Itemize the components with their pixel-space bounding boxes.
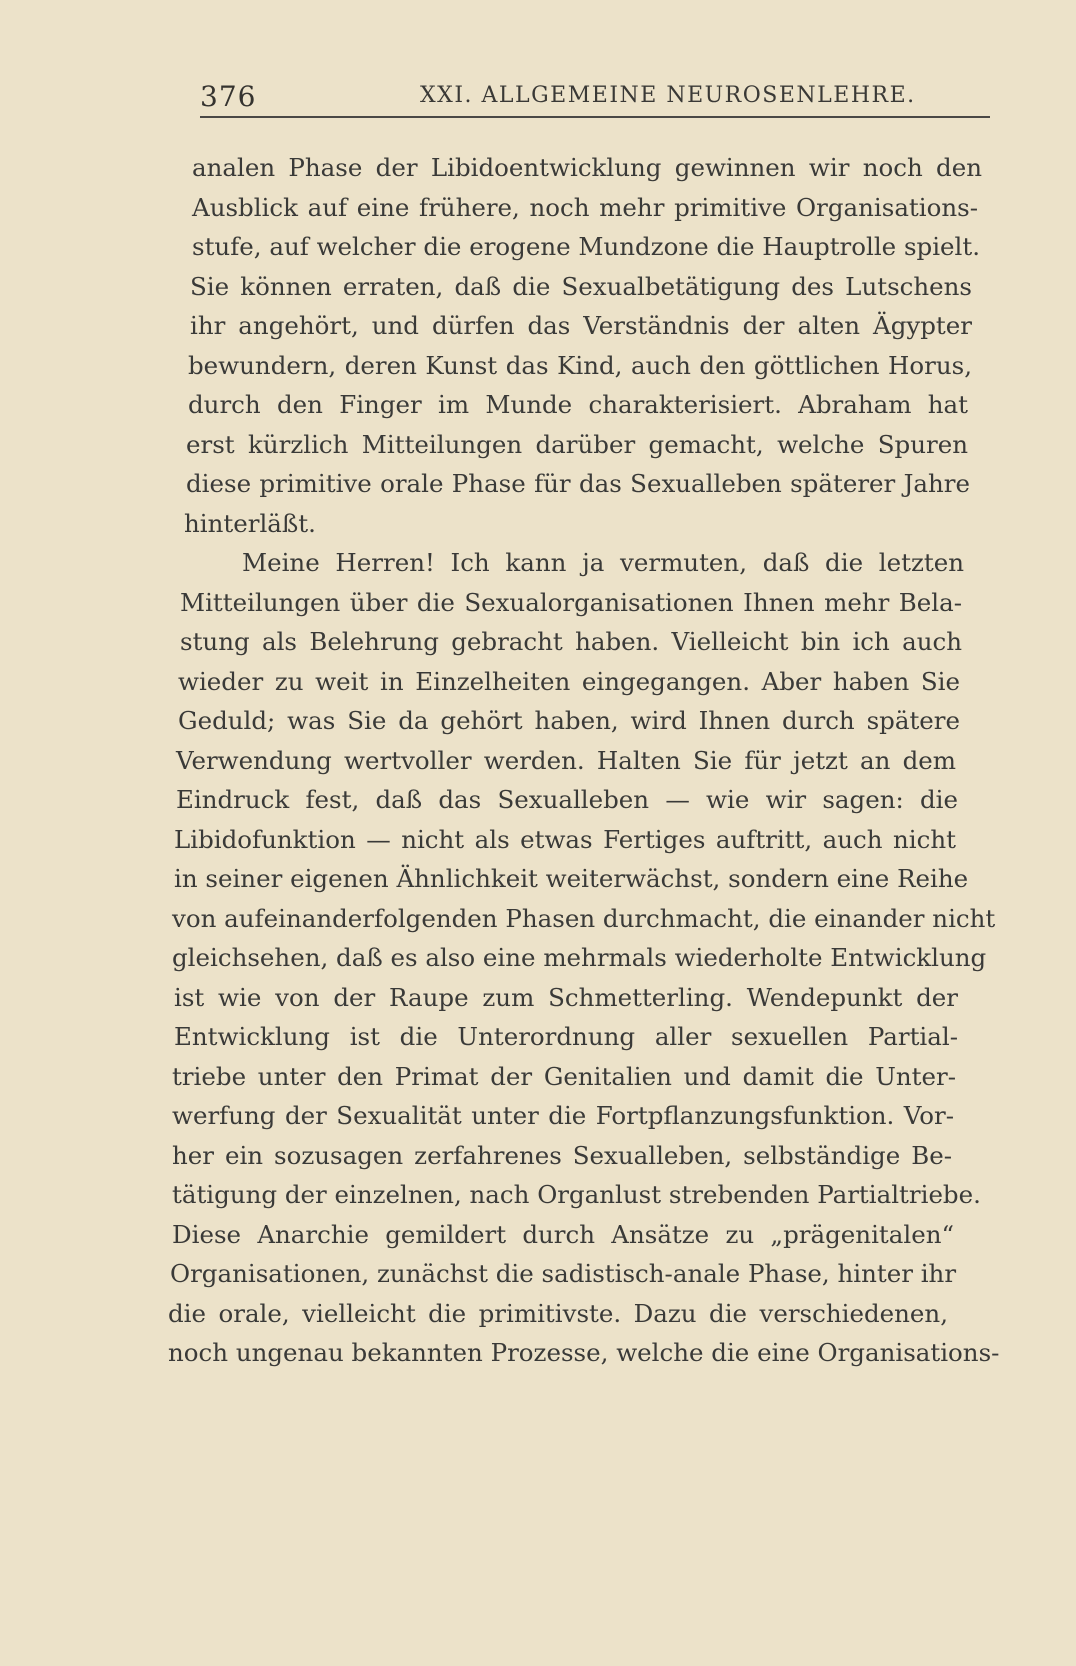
text-line: ihr angehört, und dürfen das Verständnis der alten Ägypter xyxy=(190,311,972,340)
page-header xyxy=(200,80,990,113)
text-line: Mitteilungen über die Sexualorganisationen Ihnen mehr Bela- xyxy=(180,587,962,617)
text-line: her ein sozusagen zerfahrenes Sexualleben, selbständige Be- xyxy=(172,1140,952,1170)
text-line: Entwicklung ist die Unterordnung aller sexuellen Partial- xyxy=(174,1022,958,1051)
running-title: XXI. ALLGEMEINE NEUROSENLEHRE. xyxy=(420,83,916,108)
text-line: triebe unter den Primat der Genitalien und damit die Unter- xyxy=(172,1061,956,1091)
text-line: diese primitive orale Phase für das Sexualleben späterer Jahre xyxy=(186,469,970,498)
text-line: erst kürzlich Mitteilungen darüber gemacht, welche Spuren xyxy=(186,429,968,459)
text-line: wieder zu weit in Einzelheiten eingegangen. Aber haben Sie xyxy=(178,666,960,696)
text-line: Eindruck fest, daß das Sexualleben — wie wir sagen: die xyxy=(176,785,958,814)
text-line: stung als Belehrung gebracht haben. Vielleicht bin ich auch xyxy=(180,627,962,656)
text-line: in seiner eigenen Ähnlichkeit weiterwächst, sondern eine Reihe xyxy=(174,864,969,893)
text-line: analen Phase der Libidoentwicklung gewinnen wir noch den xyxy=(192,153,982,182)
page-number: 376 xyxy=(200,80,257,113)
text-line: noch ungenau bekannten Prozesse, welche die eine Organisations- xyxy=(168,1338,1000,1367)
text-line: bewundern, deren Kunst das Kind, auch den göttlichen Horus, xyxy=(188,350,972,380)
text-line: stufe, auf welcher die erogene Mundzone die Hauptrolle spielt. xyxy=(192,232,981,261)
text-line: ist wie von der Raupe zum Schmetterling. Wendepunkt der xyxy=(174,982,958,1012)
header-rule xyxy=(200,116,990,118)
text-line: Organisationen, zunächst die sadistisch-anale Phase, hinter ihr xyxy=(170,1259,957,1288)
text-line: Geduld; was Sie da gehört haben, wird Ihnen durch spätere xyxy=(178,706,960,735)
text-line: von aufeinanderfolgenden Phasen durchmacht, die einander nicht xyxy=(172,903,996,933)
text-line: Sie können erraten, daß die Sexualbetätigung des Lutschens xyxy=(190,271,972,301)
text-line: Verwendung wertvoller werden. Halten Sie für jetzt an dem xyxy=(176,745,956,775)
text-line: hinterläßt. xyxy=(184,508,316,538)
text-line: Diese Anarchie gemildert durch Ansätze zu „prägenitalen“ xyxy=(172,1219,954,1249)
body-text xyxy=(168,148,1018,1373)
text-line: gleichsehen, daß es also eine mehrmals wiederholte Entwicklung xyxy=(172,943,987,972)
text-line: werfung der Sexualität unter die Fortpflanzungsfunktion. Vor- xyxy=(172,1101,954,1130)
text-line: Libidofunktion — nicht als etwas Fertiges auftritt, auch nicht xyxy=(174,824,956,854)
text-line: Ausblick auf eine frühere, noch mehr primitive Organisations- xyxy=(192,192,978,222)
text-line: Meine Herren! Ich kann ja vermuten, daß die letzten xyxy=(242,548,964,577)
text-line: durch den Finger im Munde charakterisiert. Abraham hat xyxy=(188,390,968,419)
text-line: tätigung der einzelnen, nach Organlust strebenden Partialtriebe. xyxy=(172,1180,981,1209)
text-line: die orale, vielleicht die primitivste. Dazu die verschiedenen, xyxy=(168,1298,948,1328)
